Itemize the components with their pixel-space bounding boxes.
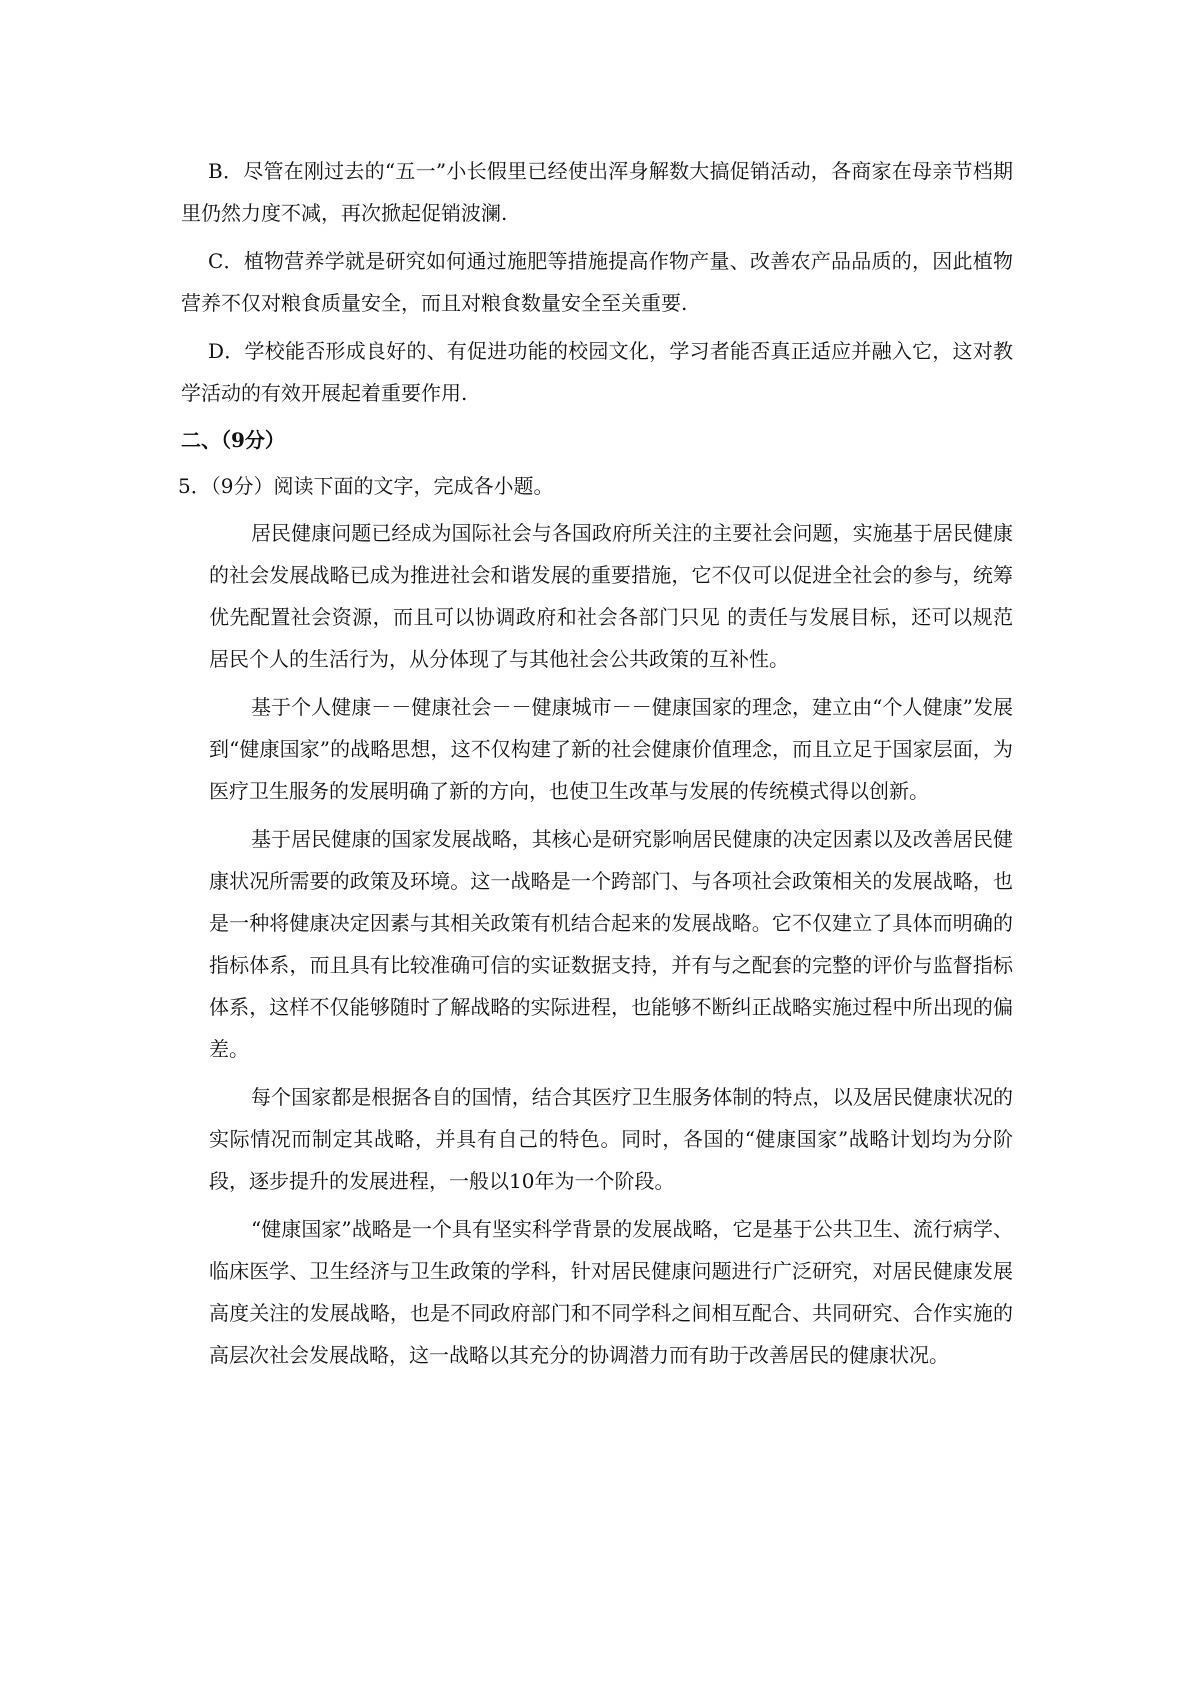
option-b-label: B． bbox=[208, 159, 244, 183]
option-d-text: 学校能否形成良好的、有促进功能的校园文化，学习者能否真正适应并融入它，这对教学活动的有效开展起着重要作用. bbox=[181, 339, 1013, 405]
option-c-label: C． bbox=[208, 249, 244, 273]
passage-paragraph-1: 居民健康问题已经成为国际社会与各国政府所关注的主要社会问题，实施基于居民健康的社会发展战略已成为推进社会和谐发展的重要措施，它不仅可以促进全社会的参与，统筹优先配置社会资源，而且可以协调政府和社会各部门只见 的责任与发展目标，还可以规范居民个人的生活行为，从分体现了与其他社会公共政策的互补性。 bbox=[209, 521, 1013, 671]
passage-paragraph-3: 基于居民健康的国家发展战略，其核心是研究影响居民健康的决定因素以及改善居民健康状况所需要的政策及环境。这一战略是一个跨部门、与各项社会政策相关的发展战略，也是一种将健康决定因素与其相关政策有机结合起来的发展战略。它不仅建立了具体而明确的指标体系，而且具有比较准确可信的实证数据支持，并有与之配套的完整的评价与监督指标体系，这样不仅能够随时了解战略的实际进程，也能够不断纠正战略实施过程中所出现的偏差。 bbox=[209, 827, 1013, 1061]
option-d bbox=[181, 330, 1013, 414]
option-c-text: 植物营养学就是研究如何通过施肥等措施提高作物产量、改善农产品品质的，因此植物营养不仅对粮食质量安全，而且对粮食数量安全至关重要. bbox=[181, 249, 1014, 315]
option-c bbox=[181, 240, 1013, 324]
document-content bbox=[178, 150, 1014, 1382]
option-d-label: D． bbox=[208, 339, 245, 363]
section-heading: 二、（9分） bbox=[181, 428, 285, 452]
option-b bbox=[181, 150, 1013, 234]
passage-paragraph-2: 基于个人健康－－健康社会－－健康城市－－健康国家的理念，建立由“个人健康”发展到“健康国家”的战略思想，这不仅构建了新的社会健康价值理念，而且立足于国家层面，为医疗卫生服务的发展明确了新的方向，也使卫生改革与发展的传统模式得以创新。 bbox=[209, 695, 1013, 803]
question-heading: 5．（9分）阅读下面的文字，完成各小题。 bbox=[178, 474, 554, 498]
passage-paragraph-4: 每个国家都是根据各自的国情，结合其医疗卫生服务体制的特点，以及居民健康状况的实际情况而制定其战略，并具有自己的特色。同时，各国的“健康国家”战略计划均为分阶段，逐步提升的发展进程，一般以10年为一个阶段。 bbox=[209, 1085, 1013, 1193]
reading-passage bbox=[209, 512, 1013, 1376]
passage-paragraph-5: “健康国家”战略是一个具有坚实科学背景的发展战略，它是基于公共卫生、流行病学、临床医学、卫生经济与卫生政策的学科，针对居民健康问题进行广泛研究，对居民健康发展高度关注的发展战略，也是不同政府部门和不同学科之间相互配合、共同研究、合作实施的高层次社会发展战略，这一战略以其充分的协调潜力而有助于改善居民的健康状况。 bbox=[209, 1217, 1013, 1367]
option-b-text: 尽管在刚过去的“五一”小长假里已经使出浑身解数大搞促销活动，各商家在母亲节档期里仍然力度不减，再次掀起促销波澜. bbox=[181, 159, 1014, 225]
